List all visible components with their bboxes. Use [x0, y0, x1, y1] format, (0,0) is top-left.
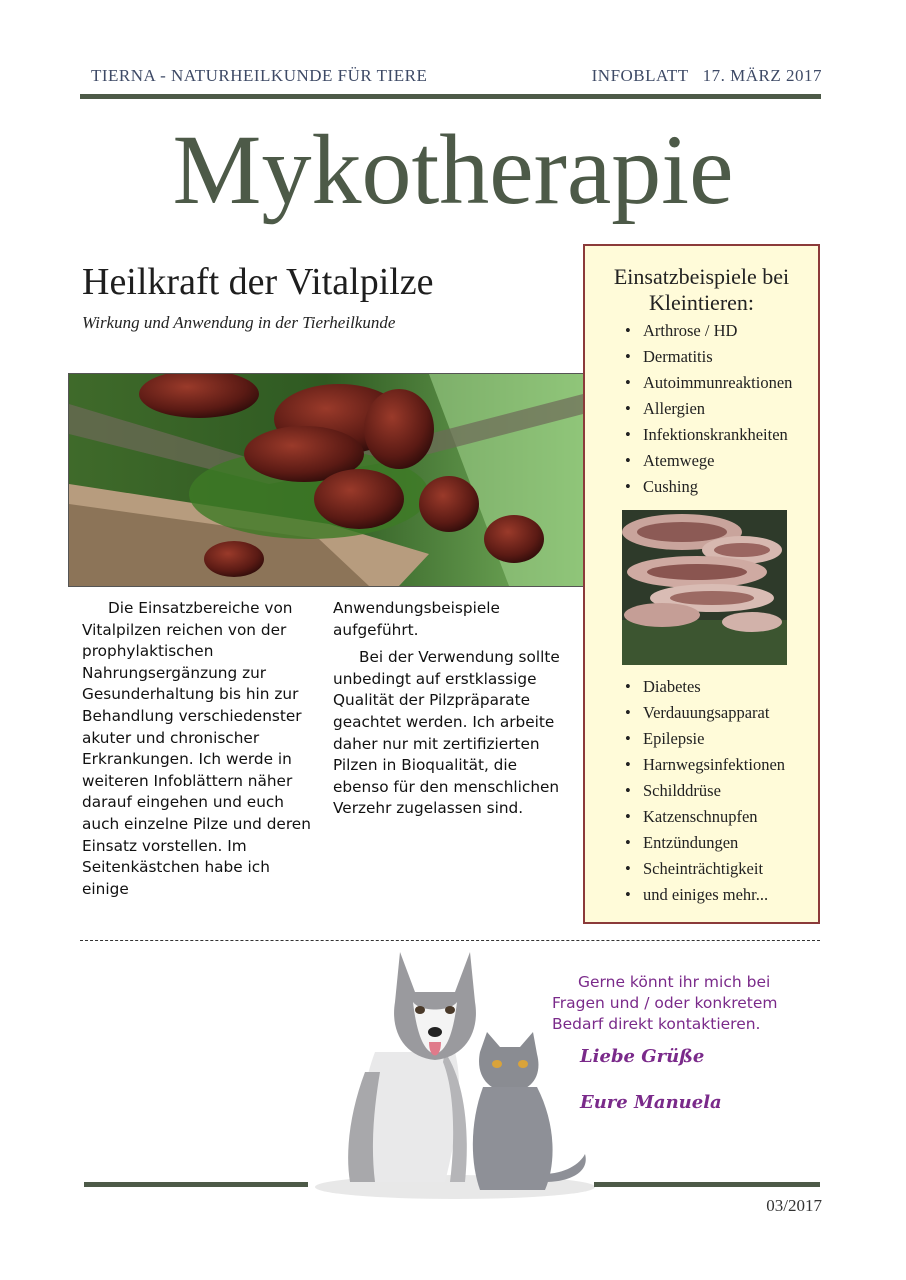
list-item: • Scheinträchtigkeit	[625, 856, 785, 882]
body-column-1	[82, 598, 320, 906]
bracket-fungus-photo	[622, 510, 787, 665]
bottom-rule-left	[84, 1182, 308, 1187]
list-item: • Katzenschnupfen	[625, 804, 785, 830]
list-item: • Cushing	[625, 474, 792, 500]
issue-number: 03/2017	[766, 1196, 822, 1215]
list-item: • Arthrose / HD	[625, 318, 792, 344]
list-item: • Harnwegsinfektionen	[625, 752, 785, 778]
headline: Heilkraft der Vitalpilze	[82, 261, 434, 303]
list-item: • Verdauungsapparat	[625, 700, 785, 726]
body-paragraph: Anwendungsbeispiele aufgeführt.	[333, 599, 500, 639]
bottom-rule-right	[594, 1182, 820, 1187]
list-item: • Epilepsie	[625, 726, 785, 752]
subheadline: Wirkung und Anwendung in der Tierheilkunde	[82, 313, 396, 332]
list-item: • Diabetes	[625, 674, 785, 700]
list-item: • Allergien	[625, 396, 792, 422]
contact-text	[552, 972, 827, 1035]
sidebar-list	[625, 318, 792, 500]
contact-paragraph: Gerne könnt ihr mich bei Fragen und / oder konkretem Bedarf direkt kontaktieren.	[552, 973, 778, 1033]
page-title: Mykotherapie	[172, 114, 734, 225]
body-paragraph: Die Einsatzbereiche von Vitalpilzen reichen von der prophylaktischen Nahrungsergänzung zur Gesunderhaltung bis hin zur Behandlung verschiedenster akuter und chronischer Erkrankungen. Ich werde in weiteren Infoblättern näher darauf eingehen und euch auch einzelne Pilze und deren Einsatz vorstellen. Im Seitenkästchen habe ich einige	[82, 599, 311, 898]
mushroom-photo	[68, 373, 584, 587]
signature: Eure Manuela	[580, 1092, 722, 1113]
list-item: • Autoimmunreaktionen	[625, 370, 792, 396]
list-item: • Entzündungen	[625, 830, 785, 856]
greeting: Liebe Grüße	[580, 1046, 705, 1067]
sidebar-title: Einsatzbeispiele bei Kleintieren:	[613, 264, 790, 315]
list-item: • Schilddrüse	[625, 778, 785, 804]
sidebar-box	[583, 244, 820, 924]
list-item: • Atemwege	[625, 448, 792, 474]
header-right: INFOBLATT 17. MÄRZ 2017	[591, 66, 822, 85]
list-item: • Dermatitis	[625, 344, 792, 370]
list-item: • und einiges mehr...	[625, 882, 785, 908]
top-rule	[80, 94, 821, 99]
dotted-divider	[80, 940, 820, 941]
header-left: TIERNA - NATURHEILKUNDE FÜR TIERE	[91, 66, 428, 85]
body-column-2	[333, 598, 568, 826]
list-item: • Infektionskrankheiten	[625, 422, 792, 448]
body-paragraph: Bei der Verwendung sollte unbedingt auf erstklassige Qualität der Pilzpräparate geachtet werden. Ich arbeite daher nur mit zertifizierten Pilzen in Bioqualität, die ebenso für den menschlichen Verzehr zugelassen sind.	[333, 648, 560, 818]
sidebar-list	[625, 674, 785, 908]
